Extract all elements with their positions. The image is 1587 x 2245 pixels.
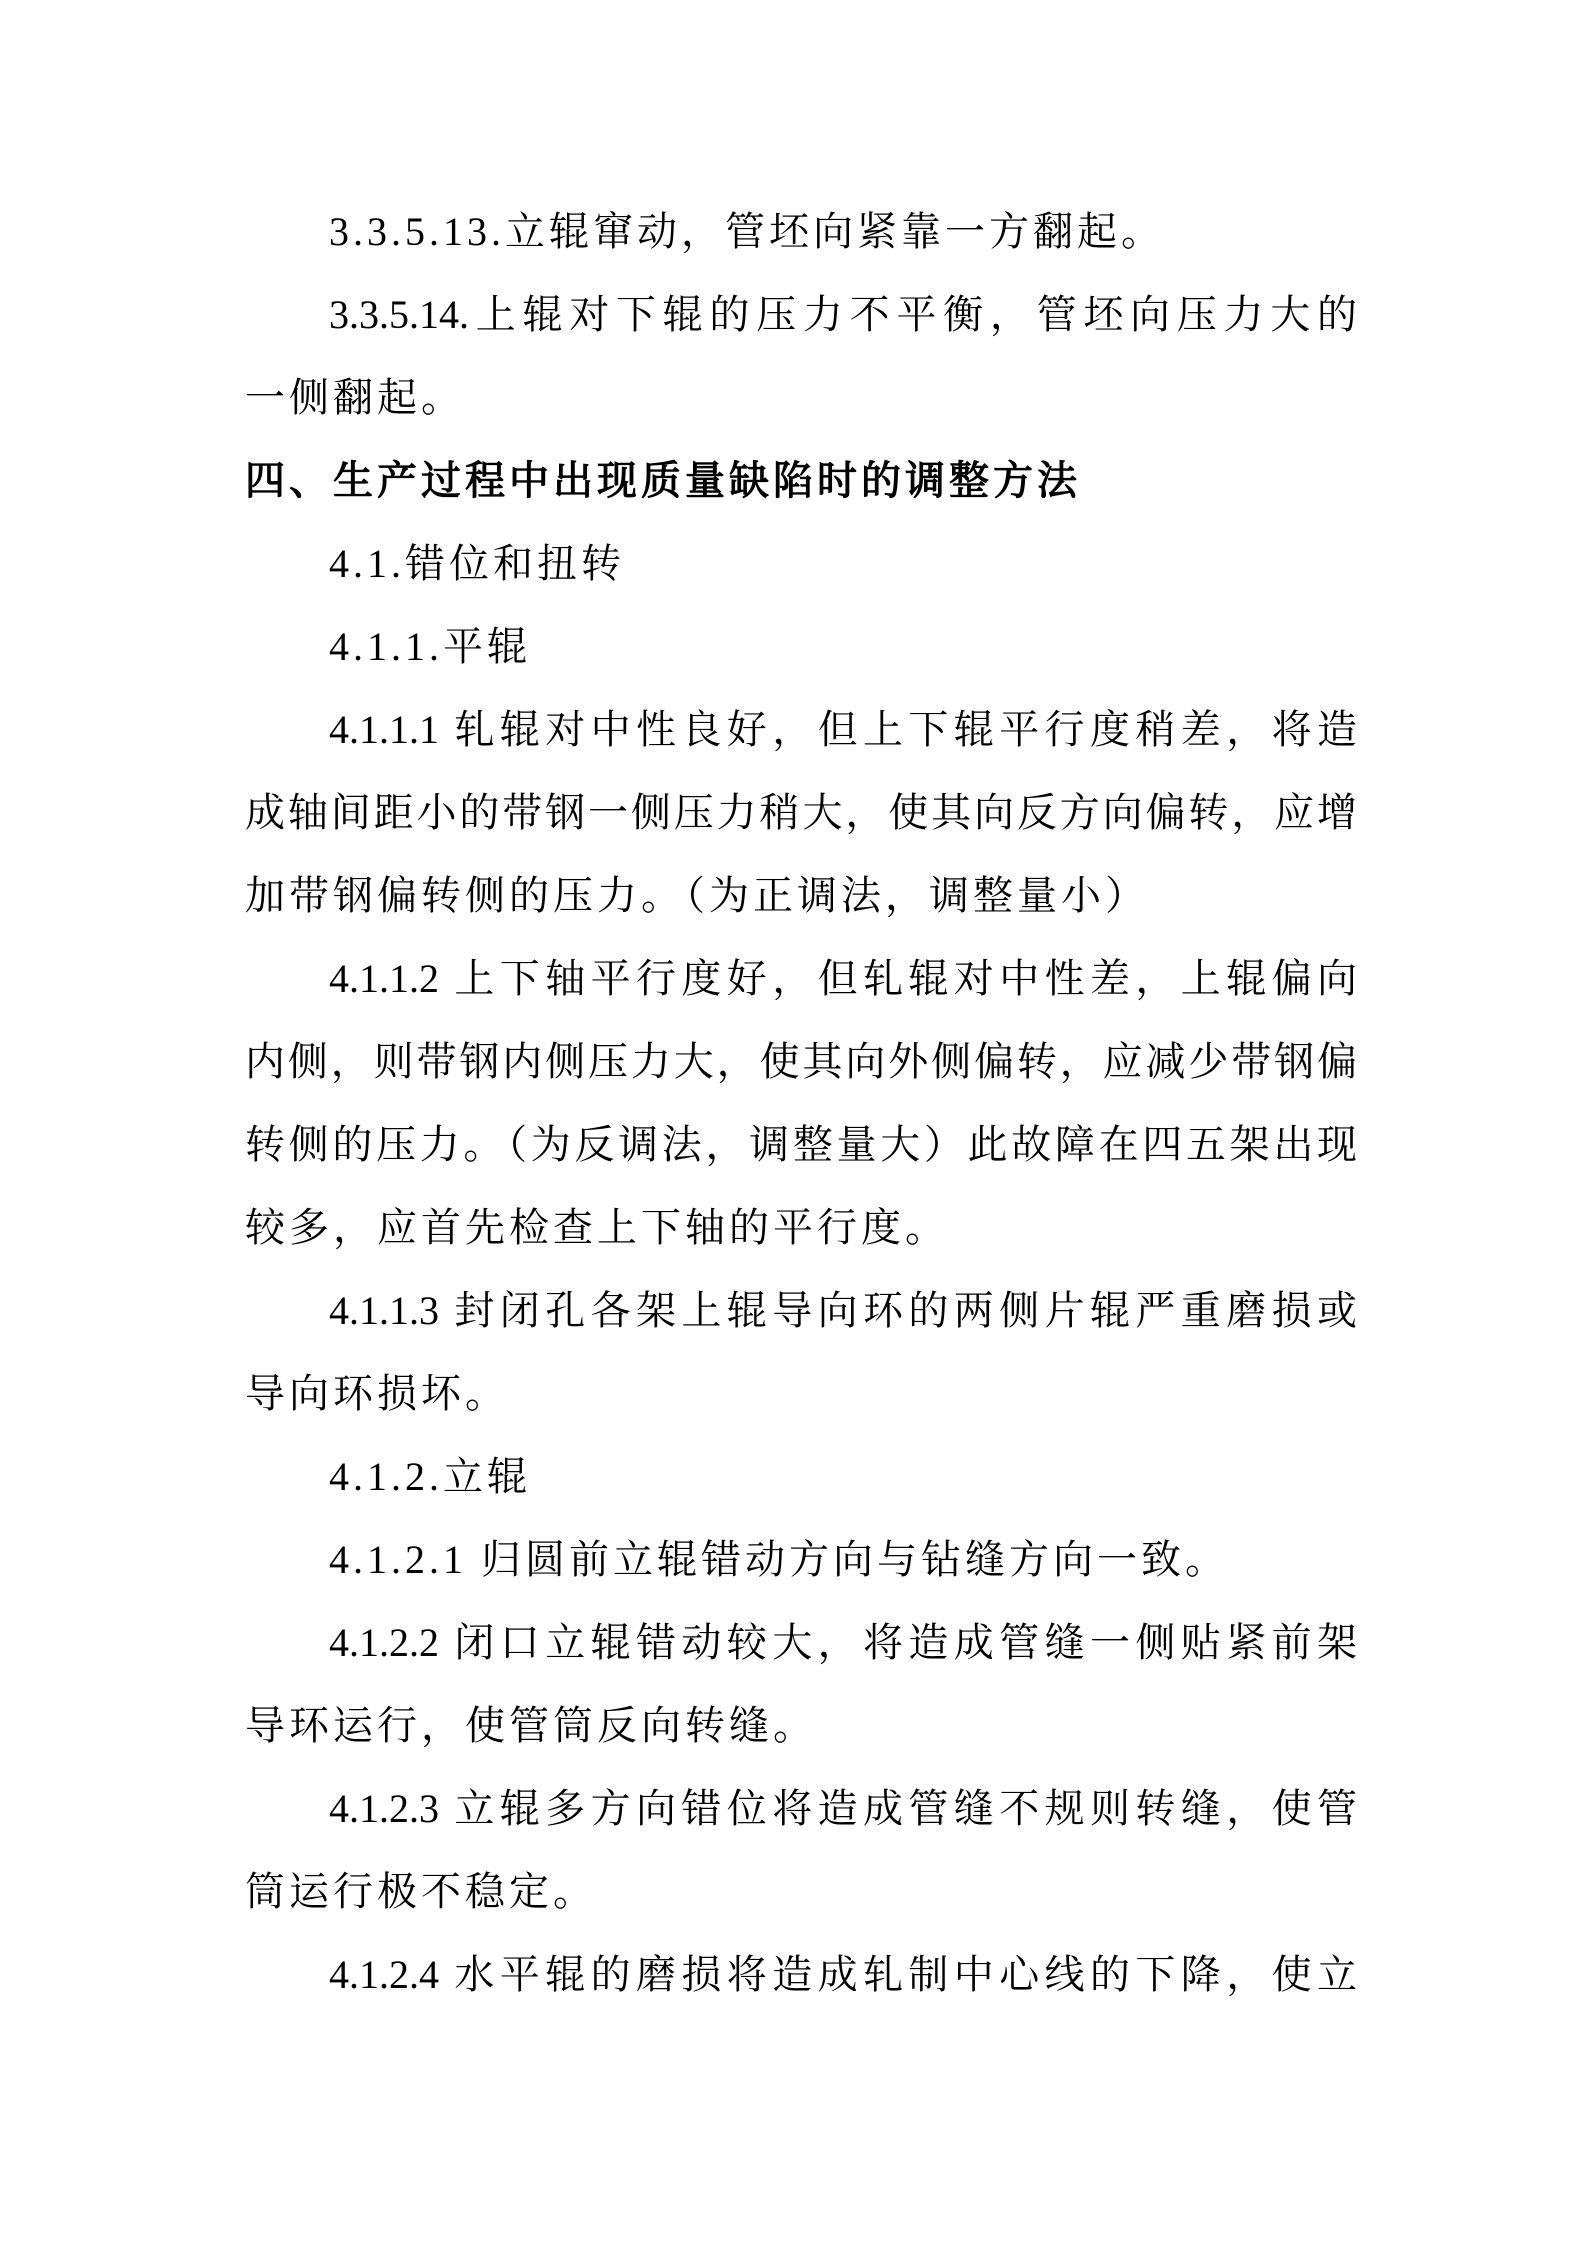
para-4-1-2-3	[245, 1767, 1357, 1933]
text-line: 一侧翻起。	[245, 375, 465, 420]
text-line: 4.1.2.3 立辊多方向错位将造成管缝不规则转缝，使管	[329, 1786, 1357, 1831]
text-line: 4.1.1.3 封闭孔各架上辊导向环的两侧片辊严重磨损或	[329, 1288, 1357, 1333]
para-3-3-5-14	[245, 273, 1357, 439]
text-line: 4.1.1.1 轧辊对中性良好，但上下辊平行度稍差，将造	[329, 707, 1357, 752]
para-4-1	[245, 522, 1357, 605]
text-line: 4.1.错位和扭转	[329, 541, 625, 586]
para-4-1-2-1	[245, 1518, 1357, 1601]
para-3-3-5-13	[245, 190, 1357, 273]
text-line: 3.3.5.14.上辊对下辊的压力不平衡，管坯向压力大的	[329, 292, 1357, 337]
para-4-1-1-2	[245, 937, 1357, 1269]
para-4-1-1	[245, 605, 1357, 688]
para-4-1-2-4	[245, 1933, 1357, 2016]
text-line: 四、生产过程中出现质量缺陷时的调整方法	[245, 458, 1081, 503]
text-line: 内侧，则带钢内侧压力大，使其向外侧偏转，应减少带钢偏	[245, 1039, 1357, 1084]
text-line: 筒运行极不稳定。	[245, 1869, 597, 1914]
para-4-1-1-3	[245, 1269, 1357, 1435]
text-line: 4.1.2.1 归圆前立辊错动方向与钻缝方向一致。	[329, 1537, 1229, 1582]
para-4-1-2	[245, 1435, 1357, 1518]
text-line: 4.1.2.2 闭口立辊错动较大，将造成管缝一侧贴紧前架	[329, 1620, 1357, 1665]
text-line: 加带钢偏转侧的压力。（为正调法，调整量小）	[245, 873, 1149, 918]
heading-section-4	[245, 439, 1357, 522]
text-line: 4.1.2.4 水平辊的磨损将造成轧制中心线的下降，使立	[329, 1952, 1357, 1997]
text-line: 导向环损坏。	[245, 1371, 509, 1416]
text-line: 4.1.1.2 上下轴平行度好，但轧辊对中性差，上辊偏向	[329, 956, 1357, 1001]
text-line: 较多，应首先检查上下轴的平行度。	[245, 1205, 949, 1250]
document-content	[245, 190, 1357, 2016]
text-line: 转侧的压力。（为反调法，调整量大）此故障在四五架出现	[245, 1122, 1357, 1167]
text-line: 导环运行，使管筒反向转缝。	[245, 1703, 817, 1748]
para-4-1-1-1	[245, 688, 1357, 937]
text-line: 3.3.5.13.立辊窜动，管坯向紧靠一方翻起。	[329, 209, 1165, 254]
text-line: 4.1.2.立辊	[329, 1454, 531, 1499]
para-4-1-2-2	[245, 1601, 1357, 1767]
text-line: 4.1.1.平辊	[329, 624, 531, 669]
text-line: 成轴间距小的带钢一侧压力稍大，使其向反方向偏转，应增	[245, 790, 1357, 835]
